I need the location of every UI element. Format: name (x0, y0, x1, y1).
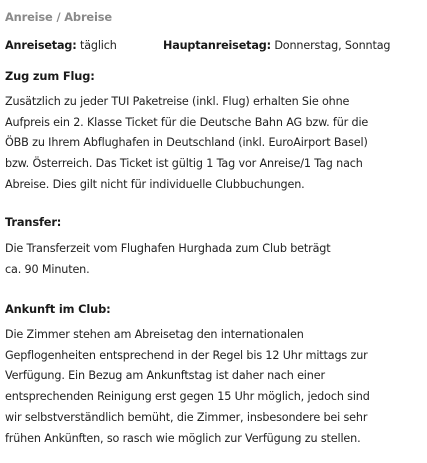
zug-zum-flug-heading: Zug zum Flug: (5, 69, 95, 83)
ankunft-im-club-heading: Ankunft im Club: (5, 302, 111, 316)
arrival-days-row (5, 39, 423, 55)
paragraph-line: ÖBB zu Ihrem Abflughafen in Deutschland (inkl. EuroAirport Basel) (5, 136, 368, 150)
paragraph-line: entsprechenden Reinigung erst gegen 15 Uhr möglich, jedoch sind (5, 390, 370, 404)
hauptanreisetag-value: Donnerstag, Sonntag (274, 39, 391, 52)
transfer-text (5, 239, 423, 280)
paragraph-line: Gepflogenheiten entsprechend in der Regel bis 12 Uhr mittags zur (5, 348, 368, 362)
paragraph-line: ca. 90 Minuten. (5, 262, 90, 276)
paragraph-line: wir selbstverständlich bemüht, die Zimmer, insbesondere bei sehr (5, 410, 368, 424)
ankunft-im-club-text (5, 325, 423, 449)
anreisetag-label: Anreisetag: (5, 39, 77, 52)
hauptanreisetag-label: Hauptanreisetag: (163, 39, 271, 52)
anreisetag-info (5, 39, 117, 52)
paragraph-line: Die Transferzeit vom Flughafen Hurghada zum Club beträgt (5, 242, 331, 255)
paragraph-line: Die Zimmer stehen am Abreisetag den internationalen (5, 328, 304, 341)
section-title: Anreise / Abreise (5, 10, 112, 24)
paragraph-line: Verfügung. Ein Bezug am Ankunftstag ist daher nach einer (5, 369, 325, 383)
paragraph-line: Zusätzlich zu jeder TUI Paketreise (inkl. Flug) erhalten Sie ohne (5, 95, 350, 108)
paragraph-line: bzw. Österreich. Das Ticket ist gültig 1 Tag vor Anreise/1 Tag nach (5, 157, 363, 171)
anreisetag-value: täglich (79, 39, 117, 52)
transfer-heading: Transfer: (5, 215, 62, 229)
paragraph-line: Abreise. Dies gilt nicht für individuelle Clubbuchungen. (5, 177, 305, 191)
paragraph-line: frühen Ankünften, so rasch wie möglich zur Verfügung zu stellen. (5, 431, 361, 445)
hauptanreisetag-info (163, 39, 390, 52)
paragraph-line: Aufpreis ein 2. Klasse Ticket für die Deutsche Bahn AG bzw. für die (5, 115, 369, 129)
zug-zum-flug-text (5, 92, 423, 196)
